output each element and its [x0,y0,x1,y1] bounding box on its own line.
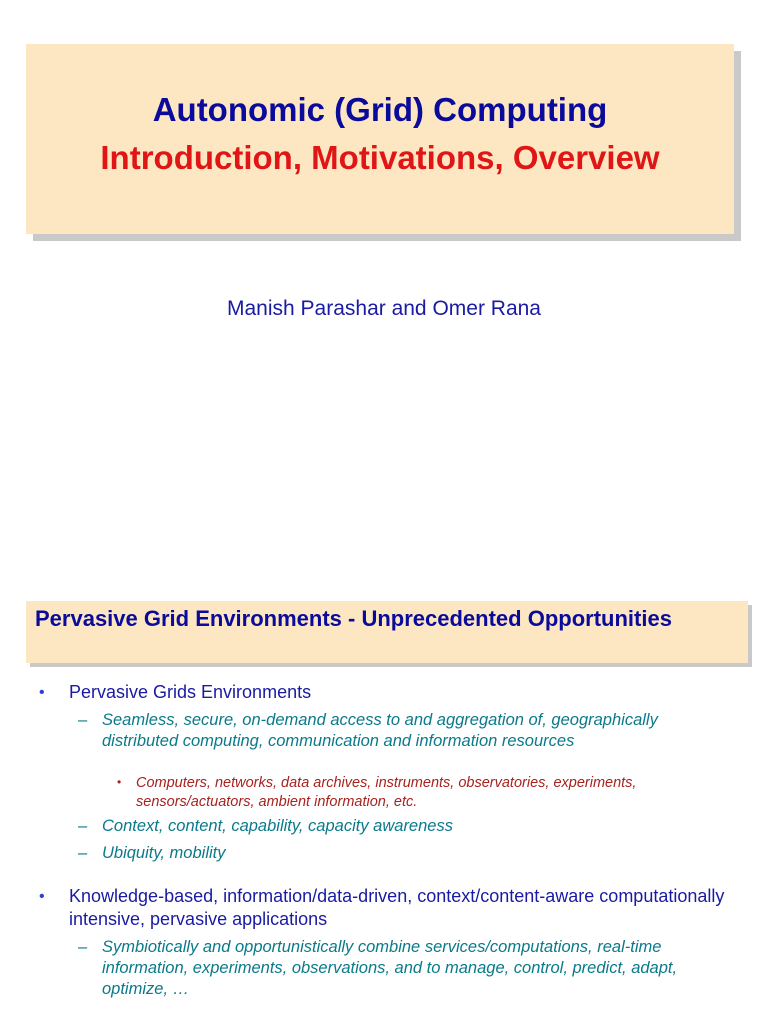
bullet-text: Knowledge-based, information/data-driven, context/content-aware computationally intensive, pervasive applications [69,886,725,929]
dash-marker: – [78,711,88,729]
sub-bullet-text: Seamless, secure, on-demand access to and aggregation of, geographically distributed computing, communication and information resources [102,711,658,750]
slide-title: Autonomic (Grid) Computing [152,91,608,128]
bullet-text: Pervasive Grids Environments [69,682,312,702]
sub-bullet-text: Context, content, capability, capacity awareness [102,817,453,835]
title-box [26,44,734,234]
bullet-marker: • [39,684,45,701]
slide-subtitle: Introduction, Motivations, Overview [100,139,660,176]
slide2-title: Pervasive Grid Environments - Unprecedented Opportunities [35,606,672,631]
dash-marker: – [78,817,88,835]
sub-sub-bullet-text: Computers, networks, data archives, instruments, observatories, experiments, sensors/actuators, ambient information, etc. [136,775,637,810]
dash-marker: – [78,938,88,956]
slide2-header [26,601,748,663]
authors: Manish Parashar and Omer Rana [227,297,541,320]
sub-bullet-text: Symbiotically and opportunistically combine services/computations, real-time information, experiments, observations, and to manage, control, predict, adapt, optimize, … [102,938,678,998]
bullet-marker: • [39,888,45,905]
dash-marker: – [78,844,88,862]
sub-bullet-text: Ubiquity, mobility [102,844,226,862]
bullet-marker: • [117,775,122,789]
